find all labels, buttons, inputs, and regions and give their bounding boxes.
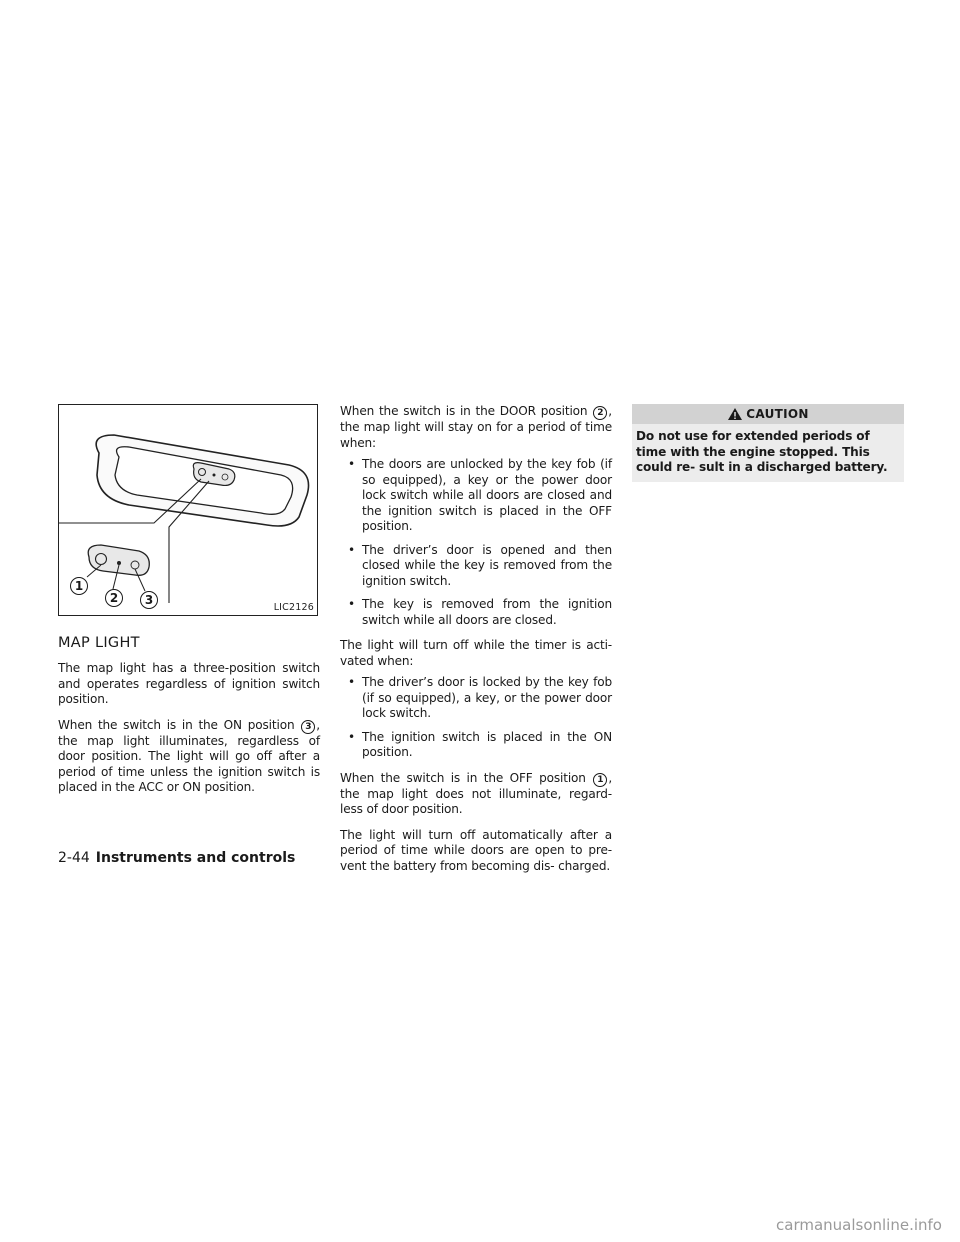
section-title: MAP LIGHT — [58, 635, 140, 651]
door-position-paragraph — [340, 404, 612, 451]
timer-paragraph: The light will turn off while the timer is acti- vated when: — [340, 638, 612, 668]
right-column — [632, 404, 904, 482]
text-run: When the switch is in the DOOR position — [340, 404, 588, 418]
chapter-title: Instruments and controls — [95, 850, 296, 866]
auto-off-paragraph: The light will turn off automatically after a period of time while doors are open to pre- vent the battery from becoming dis- charged. — [340, 827, 612, 873]
text-run: The driver’s door is opened and then closed while the key is removed from the ignition switch. — [362, 542, 612, 588]
list-item: • The driver’s door is locked by the key fob (if so equipped), a key, or the power door lock switch. — [348, 675, 612, 720]
callout-inline-2: 2 — [593, 406, 607, 420]
text-run: The key is removed from the ignition switch while all doors are closed. — [362, 597, 612, 627]
text-run: The driver’s door is locked by the key fob (if so equipped), a key, or the power door lock switch. — [362, 675, 612, 720]
list-item: • The doors are unlocked by the key fob (if so equipped), a key or the power door lock switch while all doors are closed and the ignition switch is placed in the OFF position. — [348, 457, 612, 533]
map-light-illustration — [58, 404, 318, 616]
figure-code: LIC2126 — [273, 602, 314, 613]
text-run: The doors are unlocked by the key fob (if so equipped), a key or the power door lock switch while all doors are closed and the ignition switch is placed in the OFF position. — [362, 457, 612, 533]
text-run: , the map light will stay on for a period of time when: — [340, 404, 612, 450]
text-run: , the map light illuminates, regardless of door position. The light will go off after a period of time unless the ignition switch is placed in the ACC or ON position. — [58, 717, 320, 794]
callout-2: 2 — [105, 589, 123, 607]
callout-3: 3 — [140, 591, 158, 609]
off-position-paragraph — [340, 771, 612, 818]
watermark[interactable]: carmanualsonline.info — [776, 1216, 942, 1234]
list-item: • The ignition switch is placed in the ON position. — [348, 729, 612, 759]
caution-title: CAUTION — [746, 407, 809, 421]
list-item: • The driver’s door is opened and then closed while the key is removed from the ignition switch. — [348, 542, 612, 588]
page-footer — [58, 850, 295, 866]
on-position-paragraph — [58, 718, 320, 796]
middle-column — [340, 404, 612, 884]
callout-1: 1 — [70, 577, 88, 595]
text-run: , the map light does not illuminate, regard- less of door position. — [340, 770, 613, 816]
door-conditions-list — [340, 457, 612, 628]
list-item: • The key is removed from the ignition switch while all doors are closed. — [348, 597, 612, 627]
left-column — [58, 404, 320, 806]
timer-conditions-list — [340, 675, 612, 761]
warning-triangle-icon — [727, 407, 743, 421]
text-run: When the switch is in the OFF position — [340, 770, 586, 785]
text-run: When the switch is in the ON position — [58, 717, 295, 732]
text-run: The ignition switch is placed in the ON position. — [362, 729, 612, 759]
callout-inline-3: 3 — [301, 720, 315, 734]
page-number: 2-44 — [58, 850, 90, 866]
caution-text: Do not use for extended periods of time with the engine stopped. This could re- sult in a discharged battery. — [632, 424, 904, 482]
callout-inline-1: 1 — [593, 773, 607, 787]
caution-header — [632, 404, 904, 424]
intro-paragraph: The map light has a three-position switch and operates regardless of ignition switch position. — [58, 661, 320, 706]
map-light-drawing — [59, 405, 317, 615]
